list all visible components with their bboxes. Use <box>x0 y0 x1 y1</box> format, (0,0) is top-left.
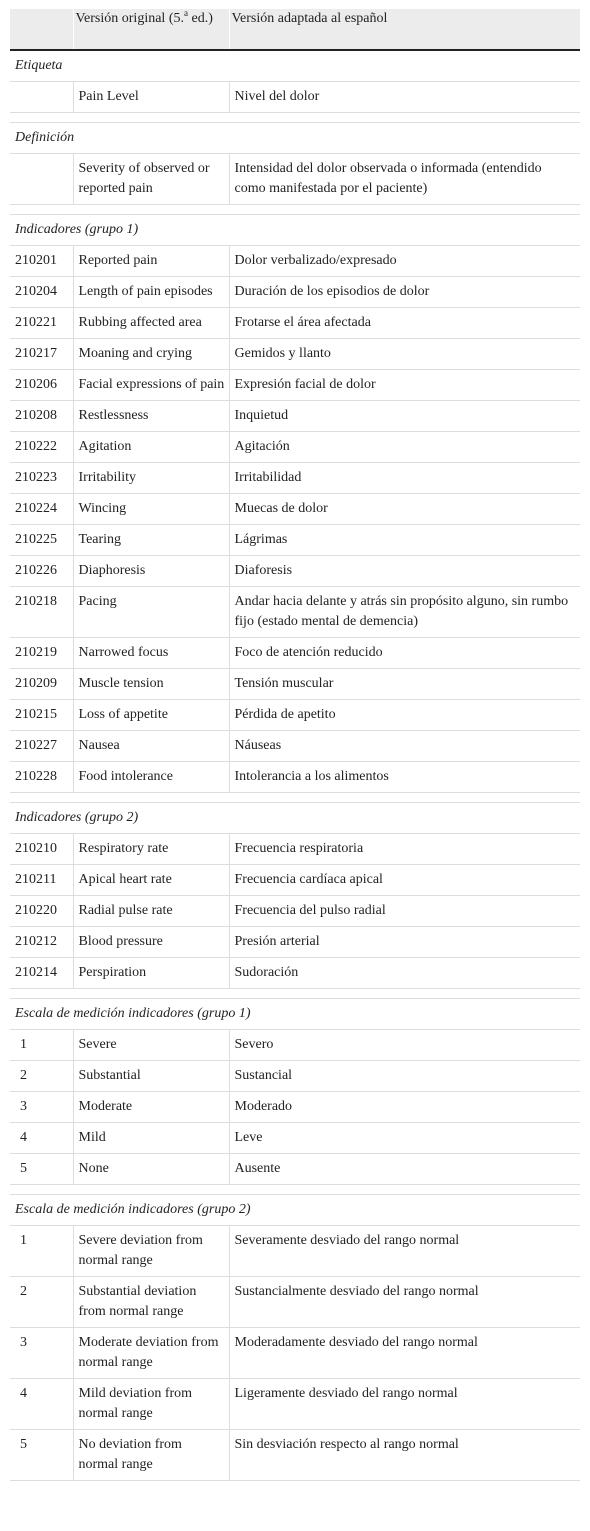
row-code: 210222 <box>10 432 73 463</box>
row-original-text: None <box>73 1154 229 1185</box>
table-row <box>10 494 580 525</box>
table-row <box>10 958 580 989</box>
row-spanish-text: Andar hacia delante y atrás sin propósito alguno, sin rumbo fijo (estado mental de demencia) <box>229 587 580 638</box>
row-code: 210221 <box>10 308 73 339</box>
table-row <box>10 1123 580 1154</box>
section-spacer <box>10 1185 580 1195</box>
row-spanish-text: Moderado <box>229 1092 580 1123</box>
row-spanish-text: Gemidos y llanto <box>229 339 580 370</box>
table-row <box>10 1226 580 1277</box>
row-code: 210206 <box>10 370 73 401</box>
table-row <box>10 246 580 277</box>
row-spanish-text: Moderadamente desviado del rango normal <box>229 1328 580 1379</box>
row-spanish-text: Sudoración <box>229 958 580 989</box>
row-code <box>10 154 73 205</box>
header-original-version <box>73 9 229 50</box>
section-header-row <box>10 999 580 1030</box>
row-original-text: Muscle tension <box>73 669 229 700</box>
table-row <box>10 463 580 494</box>
row-original-text: Diaphoresis <box>73 556 229 587</box>
header-original-text: Versión original (5. <box>75 11 184 26</box>
table-row <box>10 556 580 587</box>
row-original-text: Pacing <box>73 587 229 638</box>
section-header-row <box>10 123 580 154</box>
row-original-text: Food intolerance <box>73 762 229 793</box>
row-original-text: Mild <box>73 1123 229 1154</box>
row-spanish-text: Severamente desviado del rango normal <box>229 1226 580 1277</box>
table-row <box>10 525 580 556</box>
row-original-text: Irritability <box>73 463 229 494</box>
section-spacer <box>10 205 580 215</box>
table-row <box>10 587 580 638</box>
section-title: Indicadores (grupo 2) <box>10 803 580 834</box>
row-code: 210214 <box>10 958 73 989</box>
row-spanish-text: Diaforesis <box>229 556 580 587</box>
section-header-row <box>10 803 580 834</box>
header-original-tail: ed.) <box>191 11 213 26</box>
row-spanish-text: Frecuencia del pulso radial <box>229 896 580 927</box>
row-code: 2 <box>10 1277 73 1328</box>
header-original-superscript: a <box>183 8 188 18</box>
spacer-cell <box>10 113 580 123</box>
row-original-text: Severe <box>73 1030 229 1061</box>
section-title: Escala de medición indicadores (grupo 1) <box>10 999 580 1030</box>
table-row <box>10 370 580 401</box>
row-code: 210204 <box>10 277 73 308</box>
row-spanish-text: Severo <box>229 1030 580 1061</box>
row-code: 210228 <box>10 762 73 793</box>
table-row <box>10 277 580 308</box>
row-spanish-text: Leve <box>229 1123 580 1154</box>
row-original-text: No deviation from normal range <box>73 1430 229 1481</box>
header-spanish-version: Versión adaptada al español <box>229 9 580 50</box>
row-spanish-text: Dolor verbalizado/expresado <box>229 246 580 277</box>
row-original-text: Wincing <box>73 494 229 525</box>
row-spanish-text: Muecas de dolor <box>229 494 580 525</box>
row-code: 210225 <box>10 525 73 556</box>
row-original-text: Agitation <box>73 432 229 463</box>
table-row <box>10 82 580 113</box>
row-spanish-text: Frecuencia respiratoria <box>229 834 580 865</box>
row-spanish-text: Frecuencia cardíaca apical <box>229 865 580 896</box>
table-header <box>10 9 580 50</box>
row-code: 1 <box>10 1030 73 1061</box>
row-spanish-text: Expresión facial de dolor <box>229 370 580 401</box>
row-original-text: Narrowed focus <box>73 638 229 669</box>
spacer-cell <box>10 205 580 215</box>
section-header-row <box>10 215 580 246</box>
row-spanish-text: Irritabilidad <box>229 463 580 494</box>
table-row <box>10 308 580 339</box>
table-row <box>10 669 580 700</box>
table-row <box>10 896 580 927</box>
table-row <box>10 401 580 432</box>
section-title: Indicadores (grupo 1) <box>10 215 580 246</box>
row-original-text: Reported pain <box>73 246 229 277</box>
row-spanish-text: Lágrimas <box>229 525 580 556</box>
table-row <box>10 762 580 793</box>
table-row <box>10 1030 580 1061</box>
table-row <box>10 638 580 669</box>
spacer-cell <box>10 989 580 999</box>
row-code: 210227 <box>10 731 73 762</box>
row-code: 210224 <box>10 494 73 525</box>
header-code-column <box>10 9 73 50</box>
table-body <box>10 50 580 1481</box>
row-original-text: Restlessness <box>73 401 229 432</box>
table-row <box>10 1277 580 1328</box>
row-spanish-text: Sustancialmente desviado del rango normal <box>229 1277 580 1328</box>
row-spanish-text: Ausente <box>229 1154 580 1185</box>
row-code: 210211 <box>10 865 73 896</box>
row-spanish-text: Náuseas <box>229 731 580 762</box>
section-header-row <box>10 50 580 82</box>
table-row <box>10 1430 580 1481</box>
row-original-text: Blood pressure <box>73 927 229 958</box>
row-original-text: Mild deviation from normal range <box>73 1379 229 1430</box>
section-spacer <box>10 113 580 123</box>
spacer-cell <box>10 1185 580 1195</box>
row-spanish-text: Pérdida de apetito <box>229 700 580 731</box>
row-original-text: Facial expressions of pain <box>73 370 229 401</box>
row-original-text: Tearing <box>73 525 229 556</box>
spacer-cell <box>10 793 580 803</box>
row-original-text: Respiratory rate <box>73 834 229 865</box>
row-spanish-text: Frotarse el área afectada <box>229 308 580 339</box>
row-spanish-text: Presión arterial <box>229 927 580 958</box>
section-spacer <box>10 989 580 999</box>
section-title: Definición <box>10 123 580 154</box>
table-row <box>10 339 580 370</box>
row-code: 210218 <box>10 587 73 638</box>
row-spanish-text: Ligeramente desviado del rango normal <box>229 1379 580 1430</box>
row-original-text: Moderate deviation from normal range <box>73 1328 229 1379</box>
row-original-text: Severity of observed or reported pain <box>73 154 229 205</box>
section-spacer <box>10 793 580 803</box>
row-spanish-text: Intensidad del dolor observada o informada (entendido como manifestada por el paciente) <box>229 154 580 205</box>
table-row <box>10 834 580 865</box>
table-row <box>10 1328 580 1379</box>
row-spanish-text: Nivel del dolor <box>229 82 580 113</box>
row-code: 210226 <box>10 556 73 587</box>
row-original-text: Pain Level <box>73 82 229 113</box>
row-spanish-text: Sin desviación respecto al rango normal <box>229 1430 580 1481</box>
row-code: 210212 <box>10 927 73 958</box>
row-original-text: Apical heart rate <box>73 865 229 896</box>
header-row <box>10 9 580 50</box>
row-code <box>10 82 73 113</box>
row-code: 210208 <box>10 401 73 432</box>
row-code: 210223 <box>10 463 73 494</box>
row-spanish-text: Duración de los episodios de dolor <box>229 277 580 308</box>
row-original-text: Moaning and crying <box>73 339 229 370</box>
row-code: 210217 <box>10 339 73 370</box>
row-original-text: Perspiration <box>73 958 229 989</box>
row-code: 1 <box>10 1226 73 1277</box>
table-row <box>10 1154 580 1185</box>
row-spanish-text: Inquietud <box>229 401 580 432</box>
table-row <box>10 731 580 762</box>
row-spanish-text: Agitación <box>229 432 580 463</box>
table-row <box>10 1379 580 1430</box>
row-code: 210220 <box>10 896 73 927</box>
row-original-text: Length of pain episodes <box>73 277 229 308</box>
row-original-text: Rubbing affected area <box>73 308 229 339</box>
row-original-text: Severe deviation from normal range <box>73 1226 229 1277</box>
row-spanish-text: Sustancial <box>229 1061 580 1092</box>
row-code: 2 <box>10 1061 73 1092</box>
table-row <box>10 700 580 731</box>
table-row <box>10 1061 580 1092</box>
table-row <box>10 154 580 205</box>
row-spanish-text: Foco de atención reducido <box>229 638 580 669</box>
table-row <box>10 927 580 958</box>
section-header-row <box>10 1195 580 1226</box>
row-code: 4 <box>10 1123 73 1154</box>
table-row <box>10 865 580 896</box>
row-code: 3 <box>10 1328 73 1379</box>
row-code: 210201 <box>10 246 73 277</box>
row-code: 210210 <box>10 834 73 865</box>
row-code: 4 <box>10 1379 73 1430</box>
table-row <box>10 432 580 463</box>
row-code: 5 <box>10 1154 73 1185</box>
row-original-text: Radial pulse rate <box>73 896 229 927</box>
table-container <box>10 9 580 1481</box>
row-original-text: Loss of appetite <box>73 700 229 731</box>
row-code: 3 <box>10 1092 73 1123</box>
row-original-text: Moderate <box>73 1092 229 1123</box>
row-code: 210219 <box>10 638 73 669</box>
row-original-text: Substantial deviation from normal range <box>73 1277 229 1328</box>
row-code: 210209 <box>10 669 73 700</box>
section-title: Etiqueta <box>10 50 580 82</box>
row-original-text: Substantial <box>73 1061 229 1092</box>
table-row <box>10 1092 580 1123</box>
row-spanish-text: Intolerancia a los alimentos <box>229 762 580 793</box>
row-code: 5 <box>10 1430 73 1481</box>
row-original-text: Nausea <box>73 731 229 762</box>
row-spanish-text: Tensión muscular <box>229 669 580 700</box>
nursing-outcome-table <box>10 9 580 1481</box>
section-title: Escala de medición indicadores (grupo 2) <box>10 1195 580 1226</box>
row-code: 210215 <box>10 700 73 731</box>
